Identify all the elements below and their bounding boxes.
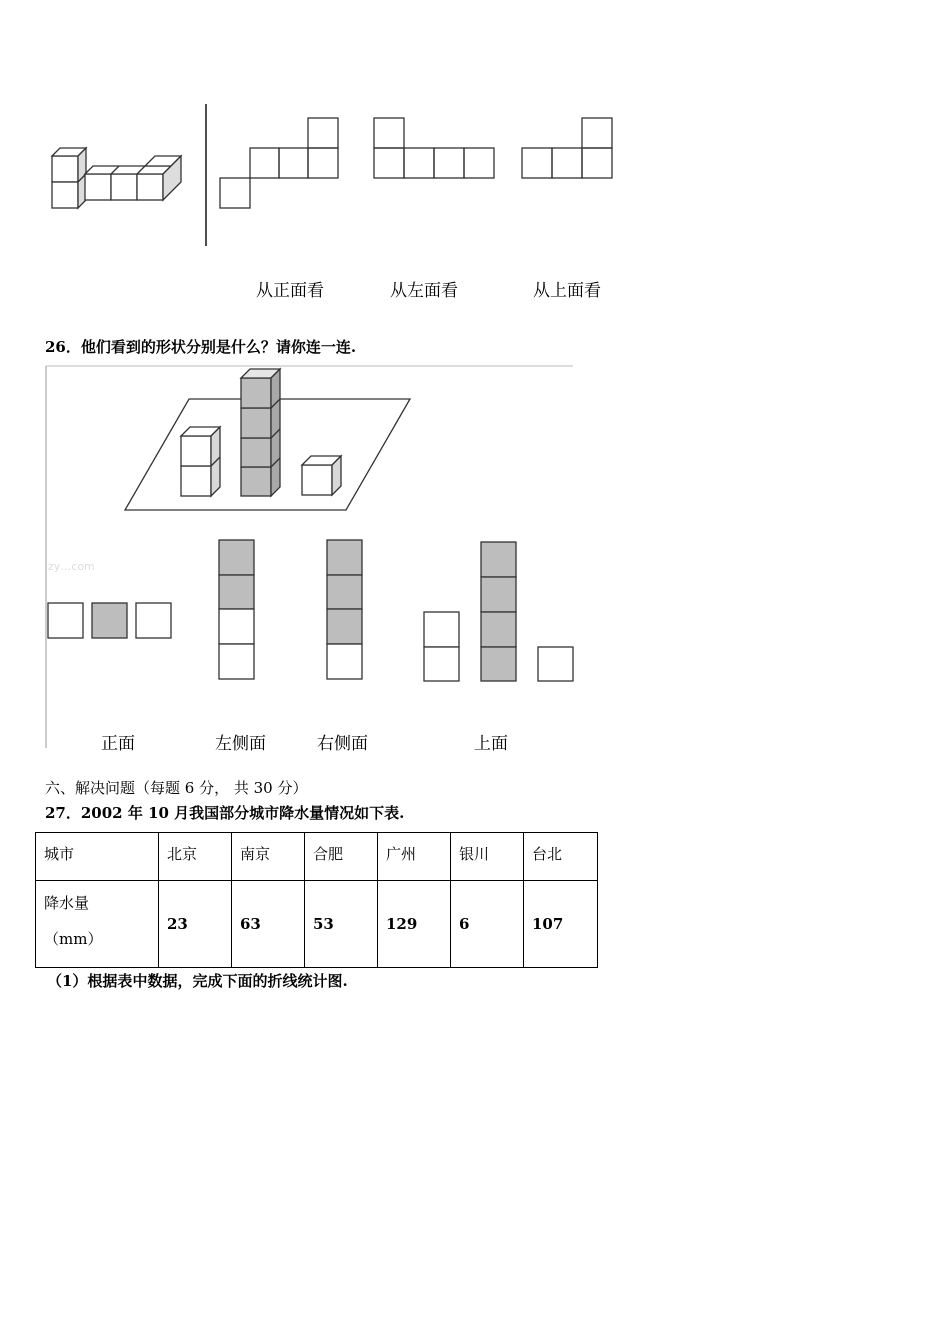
view-label-left: 从左面看 (390, 281, 458, 301)
front-view-drawing (220, 118, 338, 208)
label-right-side: 右侧面 (317, 734, 368, 754)
city-cell: 南京 (232, 833, 305, 881)
rainfall-table (35, 832, 598, 968)
value-cell: 53 (305, 881, 378, 968)
label-front: 正面 (101, 734, 135, 754)
value-cell: 129 (378, 881, 451, 968)
section-6-title: 六、解决问题（每题 6 分， 共 30 分） (45, 779, 308, 797)
question-27-text: 27．2002 年 10 月我国部分城市降水量情况如下表. (45, 804, 405, 822)
value-cell: 63 (232, 881, 305, 968)
cube-solid-drawing (52, 148, 181, 208)
label-top: 上面 (474, 734, 508, 754)
three-views-figure (0, 0, 950, 320)
right-cube (302, 456, 341, 495)
city-cell: 北京 (159, 833, 232, 881)
header-label-cell: 城市 (36, 833, 159, 881)
view-label-front: 从正面看 (256, 281, 324, 301)
table-data-row (36, 881, 598, 968)
value-cell: 6 (451, 881, 524, 968)
city-cell: 广州 (378, 833, 451, 881)
option-front (48, 603, 171, 638)
value-cell: 107 (524, 881, 598, 968)
city-cell: 台北 (524, 833, 598, 881)
left-stack (181, 427, 220, 496)
question-27-sub1: （1）根据表中数据，完成下面的折线统计图. (47, 972, 348, 990)
row-label-line1: 降水量 (44, 894, 90, 912)
middle-stack (241, 369, 280, 496)
option-right-side (327, 540, 362, 679)
view-label-top: 从上面看 (533, 281, 601, 301)
label-left-side: 左侧面 (215, 734, 266, 754)
city-cell: 银川 (451, 833, 524, 881)
option-top (424, 542, 573, 681)
question-26-text: 26．他们看到的形状分别是什么？请你连一连. (45, 338, 357, 356)
option-left-side (219, 540, 254, 679)
value-cell: 23 (159, 881, 232, 968)
top-view-drawing (522, 118, 612, 178)
table-header-row (36, 833, 598, 881)
row-label-cell (36, 881, 159, 968)
city-cell: 合肥 (305, 833, 378, 881)
left-view-drawing (374, 118, 494, 178)
row-label-line2: （mm） (44, 930, 103, 948)
question-26-figure (0, 360, 950, 760)
watermark: zy…com (48, 560, 95, 573)
